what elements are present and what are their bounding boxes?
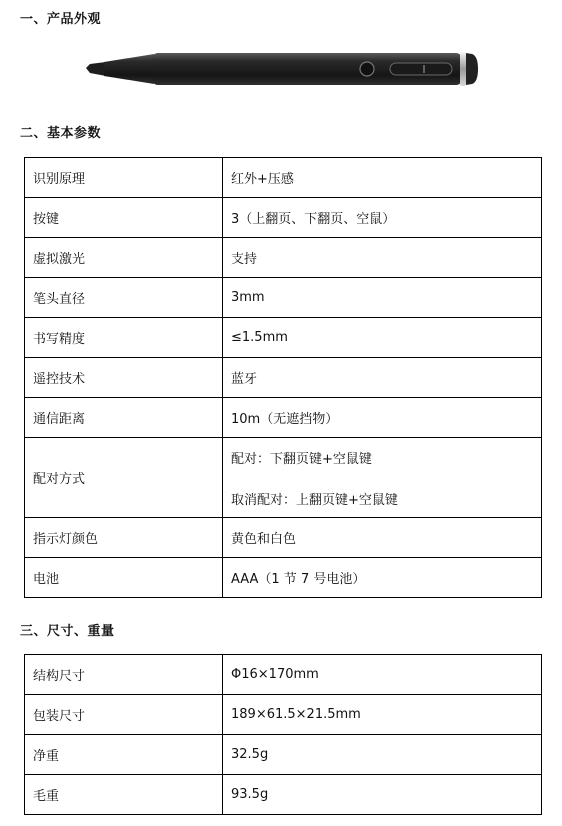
section-heading-appearance: 一、产品外观 (20, 12, 102, 27)
param-value: 支持 (223, 238, 542, 278)
dim-value: 93.5g (223, 775, 542, 815)
table-row (25, 438, 542, 518)
param-value: 黄色和白色 (223, 518, 542, 558)
param-key: 指示灯颜色 (25, 518, 223, 558)
table-row (25, 198, 542, 238)
param-key: 书写精度 (25, 318, 223, 358)
param-value: 3（上翻页、下翻页、空鼠） (223, 198, 542, 238)
table-row (25, 398, 542, 438)
param-value: AAA（1 节 7 号电池） (223, 558, 542, 598)
table-row (25, 158, 542, 198)
param-value (223, 438, 542, 518)
param-value: 红外+压感 (223, 158, 542, 198)
table-row (25, 655, 542, 695)
dim-value: 189×61.5×21.5mm (223, 695, 542, 735)
param-key: 配对方式 (25, 438, 223, 518)
param-key: 通信距离 (25, 398, 223, 438)
param-key: 遥控技术 (25, 358, 223, 398)
param-value: 3mm (223, 278, 542, 318)
param-key: 电池 (25, 558, 223, 598)
table-row (25, 558, 542, 598)
section-heading-dims: 三、尺寸、重量 (20, 624, 115, 639)
param-value: 10m（无遮挡物） (223, 398, 542, 438)
section-heading-params: 二、基本参数 (20, 126, 102, 141)
dims-table (24, 654, 542, 815)
table-row (25, 318, 542, 358)
unpairing-line: 取消配对：上翻页键+空鼠键 (231, 492, 398, 508)
param-key: 按键 (25, 198, 223, 238)
params-table (24, 157, 542, 598)
dim-value: Φ16×170mm (223, 655, 542, 695)
param-value: 蓝牙 (223, 358, 542, 398)
table-row (25, 775, 542, 815)
param-value: ≤1.5mm (223, 318, 542, 358)
param-key: 笔头直径 (25, 278, 223, 318)
dim-key: 毛重 (25, 775, 223, 815)
table-row (25, 695, 542, 735)
pen-product-image (84, 46, 480, 92)
table-row (25, 278, 542, 318)
table-row (25, 238, 542, 278)
dim-key: 净重 (25, 735, 223, 775)
param-key: 识别原理 (25, 158, 223, 198)
param-key: 虚拟激光 (25, 238, 223, 278)
table-row (25, 735, 542, 775)
table-row (25, 518, 542, 558)
dim-value: 32.5g (223, 735, 542, 775)
table-row (25, 358, 542, 398)
dim-key: 结构尺寸 (25, 655, 223, 695)
dim-key: 包装尺寸 (25, 695, 223, 735)
pairing-line: 配对：下翻页键+空鼠键 (231, 451, 372, 467)
